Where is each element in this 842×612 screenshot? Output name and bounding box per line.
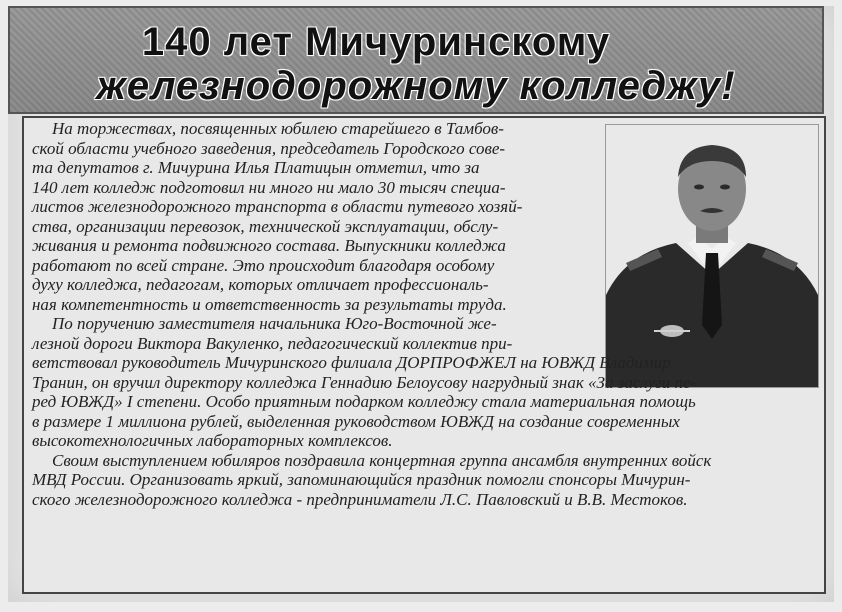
article-line: По поручению заместителя начальника Юго-Восточной же- [52,314,497,333]
article-line: ред ЮВЖД» I степени. Особо приятным подарком колледжу стала материальная помощь [32,392,696,411]
headline-line-1: 140 лет Мичуринскому [141,20,611,64]
headline-line-2: железнодорожному колледжу! [96,64,736,108]
article-line: в размере 1 миллиона рублей, выделенная руководством ЮВЖД на создание современных [32,411,680,431]
article-line: духу колледжа, педагогам, которых отличает профессиональ- [32,275,489,294]
headline-banner [8,6,824,114]
article-line: На торжествах, посвященных юбилею старейшего в Тамбов- [52,119,504,138]
article-line: лезной дороги Виктора Вакуленко, педагогический коллектив при- [32,333,513,353]
article-line: ветствовал руководитель Мичуринского филиала ДОРПРОФЖЕЛ на ЮВЖД Владимир [32,353,671,372]
article-line: ской области учебного заведения, председатель Городского сове- [32,138,506,158]
article-line: живания и ремонта подвижного состава. Выпускники колледжа [32,236,506,255]
article-line: 140 лет колледж подготовил ни много ни мало 30 тысяч специа- [32,177,506,197]
article-line: листов железнодорожного транспорта в области путевого хозяй- [32,197,523,216]
portrait-photo [605,124,819,388]
article-line: та депутатов г. Мичурина Илья Платицын отметил, что за [32,158,480,177]
article-line: ная компетентность и ответственность за результаты труда. [32,294,507,314]
article-line: ского железнодорожного колледжа - предприниматели Л.С. Павловский и В.В. Местоков. [32,489,688,509]
article-line: Своим выступлением юбиляров поздравила концертная группа ансамбля внутренних войск [52,450,712,470]
article-line: ства, организации перевозок, технической эксплуатации, обслу- [32,216,499,236]
article-line: МВД России. Организовать яркий, запоминающийся праздник помогли спонсоры Мичурин- [32,470,691,489]
article-line: работают по всей стране. Это происходит благодаря особому [32,255,495,275]
article-line: Транин, он вручил директору колледжа Геннадию Белоусову нагрудный знак «За заслуги пе- [32,372,697,392]
article-line: высокотехнологичных лабораторных комплексов. [32,431,393,450]
portrait-icon [606,125,818,387]
